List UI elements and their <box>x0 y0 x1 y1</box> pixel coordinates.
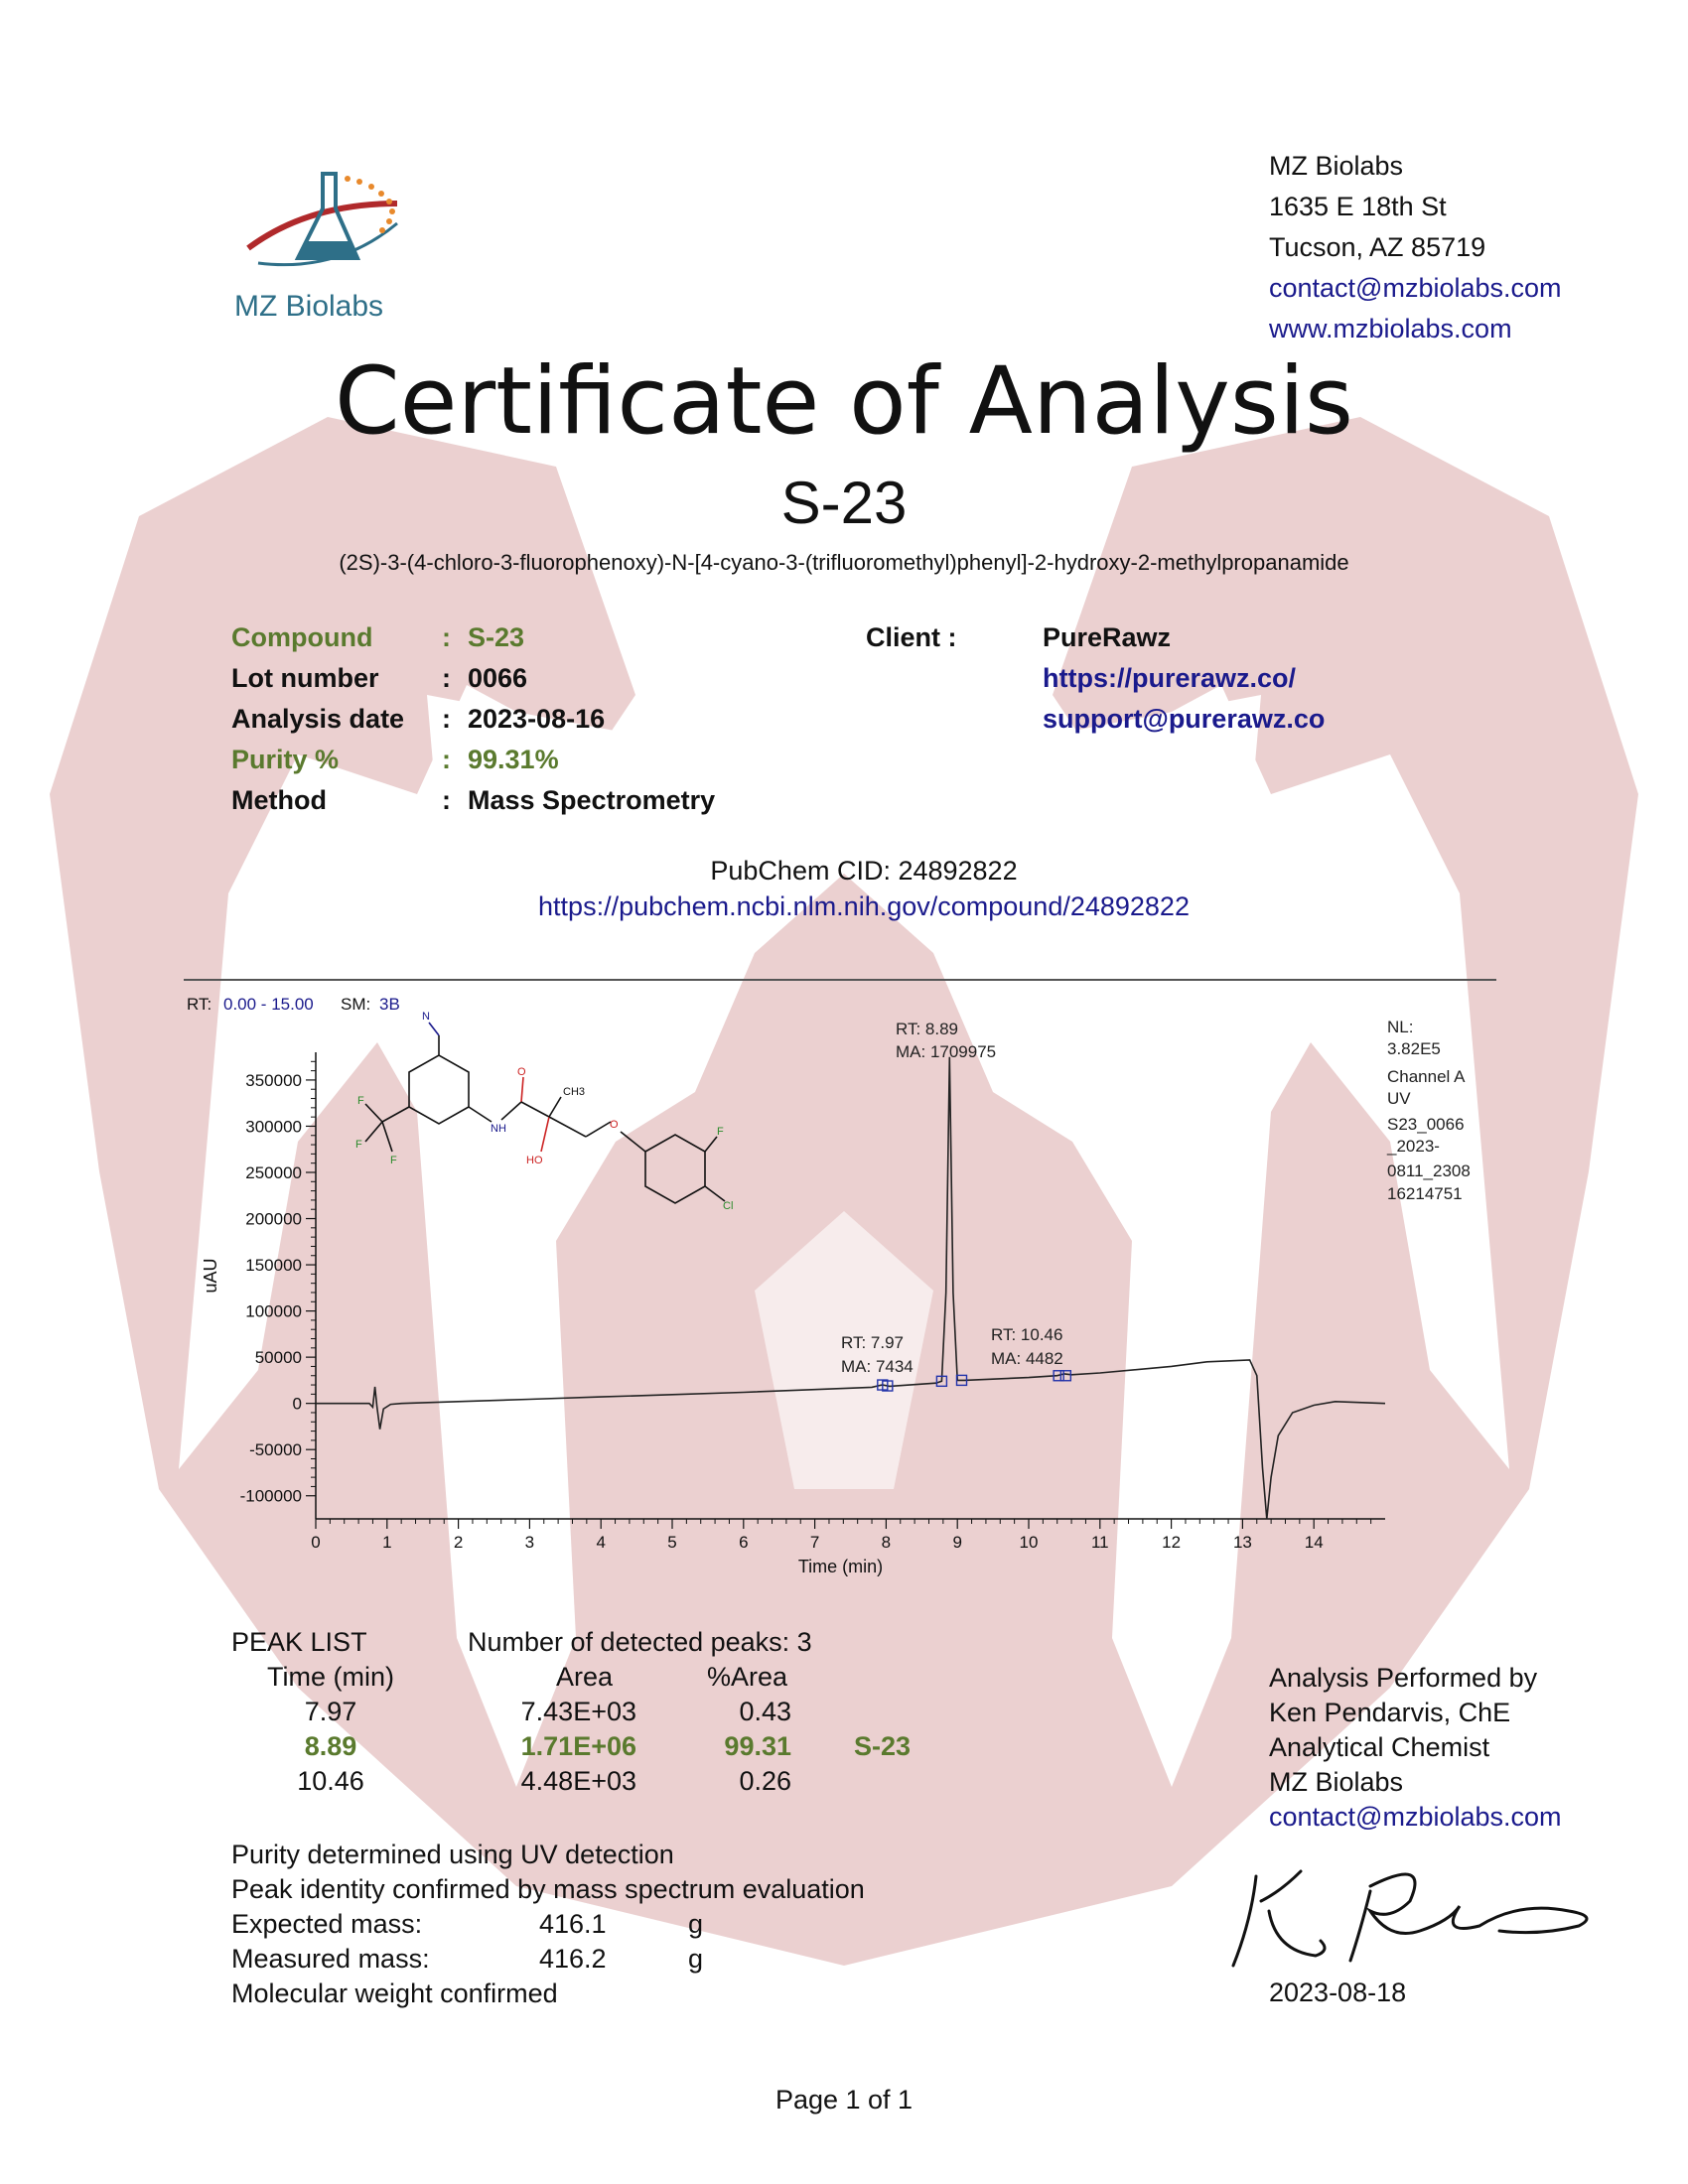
date-value: 2023-08-16 <box>468 704 606 734</box>
row-pct: 0.26 <box>739 1766 791 1796</box>
signature-image <box>1221 1851 1618 1980</box>
peak-1-rt-label: RT: 7.97 <box>841 1333 905 1352</box>
chart-rt-range: 0.00 - 15.00 <box>223 995 314 1014</box>
chart-side-info <box>1386 1018 1471 1203</box>
molecule-structure-image <box>365 1023 725 1203</box>
x-tick-label: 7 <box>809 1533 820 1552</box>
y-tick-label: -100000 <box>239 1486 302 1506</box>
molecule-atom-labels <box>355 1011 733 1212</box>
pubchem-link[interactable]: https://pubchem.ncbi.nlm.nih.gov/compound/24892822 <box>538 891 1190 921</box>
x-tick-label: 4 <box>596 1533 606 1552</box>
row-time: 8.89 <box>304 1731 357 1761</box>
svg-text:F: F <box>357 1095 364 1107</box>
pubchem-cid: PubChem CID: 24892822 <box>710 856 1018 886</box>
peak-2-ma-label: MA: 1709975 <box>896 1042 997 1061</box>
address-line-2: 1635 E 18th St <box>1269 192 1447 221</box>
note-mw-confirmed: Molecular weight confirmed <box>231 1979 558 2008</box>
row-time: 7.97 <box>304 1697 357 1726</box>
table-row <box>231 1764 1006 1799</box>
x-tick-label: 10 <box>1019 1533 1039 1552</box>
y-tick-label: 250000 <box>245 1162 302 1182</box>
y-tick-label: 350000 <box>245 1070 302 1090</box>
col-header-area: Area <box>555 1662 613 1692</box>
x-tick-label: 0 <box>311 1533 321 1552</box>
company-address <box>1269 146 1562 349</box>
chart-x-ticks <box>311 1519 1370 1552</box>
analyst-name: Ken Pendarvis, ChE <box>1269 1698 1511 1727</box>
peak-3-ma-label: MA: 4482 <box>991 1349 1063 1368</box>
expected-mass-value: 416.1 <box>539 1909 607 1939</box>
page-number: Page 1 of 1 <box>774 2085 914 2115</box>
row-area: 1.71E+06 <box>520 1731 636 1761</box>
address-line-3: Tucson, AZ 85719 <box>1269 232 1486 262</box>
date-sep: : <box>442 704 451 734</box>
side-info-7: 16214751 <box>1387 1184 1463 1203</box>
lot-value: 0066 <box>468 663 528 693</box>
svg-text:HO: HO <box>526 1155 543 1166</box>
row-time: 10.46 <box>297 1766 364 1796</box>
row-name <box>791 1695 911 1729</box>
x-tick-label: 9 <box>952 1533 962 1552</box>
row-pct: 0.43 <box>739 1697 791 1726</box>
chart-y-label: uAU <box>201 1258 220 1294</box>
x-tick-label: 2 <box>453 1533 464 1552</box>
compound-label: Compound <box>231 622 373 652</box>
col-header-pct: %Area <box>706 1662 787 1692</box>
sample-info <box>231 617 768 821</box>
compound-sep: : <box>442 622 451 652</box>
svg-text:F: F <box>390 1155 397 1166</box>
svg-text:O: O <box>517 1066 526 1078</box>
measured-mass-unit: g <box>688 1944 704 1974</box>
y-tick-label: -50000 <box>249 1440 302 1460</box>
y-tick-label: 300000 <box>245 1117 302 1137</box>
chart-x-label: Time (min) <box>797 1557 884 1576</box>
measured-mass-label: Measured mass: <box>231 1944 430 1974</box>
client-email-link[interactable]: support@purerawz.co <box>1043 704 1326 734</box>
method-value: Mass Spectrometry <box>468 785 716 815</box>
y-tick-label: 0 <box>292 1394 302 1414</box>
note-mass-spec: Peak identity confirmed by mass spectrum evaluation <box>231 1874 865 1904</box>
svg-text:F: F <box>355 1139 362 1151</box>
x-tick-label: 12 <box>1162 1533 1182 1552</box>
y-tick-label: 200000 <box>245 1209 302 1229</box>
side-info-1: 3.82E5 <box>1387 1039 1441 1058</box>
peak-2-rt-label: RT: 8.89 <box>896 1020 959 1038</box>
logo-text: MZ Biolabs <box>234 290 384 323</box>
chromatogram-trace <box>316 1057 1385 1519</box>
company-website-link[interactable]: www.mzbiolabs.com <box>1269 314 1512 343</box>
chart-rt-label: RT: <box>187 995 212 1014</box>
svg-text:Cl: Cl <box>723 1200 734 1212</box>
expected-mass-label: Expected mass: <box>231 1909 423 1939</box>
iupac-name: (2S)-3-(4-chloro-3-fluorophenoxy)-N-[4-cyano-3-(trifluoromethyl)phenyl]-2-hydroxy-2-methylpropanamide <box>339 550 1349 575</box>
side-info-2: Channel A <box>1387 1067 1466 1086</box>
svg-text:F: F <box>717 1126 724 1138</box>
x-tick-label: 11 <box>1090 1533 1109 1552</box>
x-tick-label: 8 <box>881 1533 892 1552</box>
side-info-0: NL: <box>1387 1018 1414 1036</box>
row-area: 7.43E+03 <box>520 1697 636 1726</box>
row-area: 4.48E+03 <box>520 1766 636 1796</box>
date-label: Analysis date <box>231 704 405 734</box>
client-label: Client : <box>866 622 957 652</box>
compound-value: S-23 <box>468 622 525 652</box>
purity-sep: : <box>442 745 451 774</box>
row-name: S-23 <box>853 1731 911 1761</box>
company-email-link[interactable]: contact@mzbiolabs.com <box>1269 273 1562 303</box>
page-title: Certificate of Analysis <box>335 347 1353 456</box>
x-tick-label: 3 <box>524 1533 535 1552</box>
method-label: Method <box>231 785 327 815</box>
expected-mass-unit: g <box>688 1909 704 1939</box>
y-tick-label: 50000 <box>254 1348 302 1368</box>
flask-logo-icon <box>228 164 417 283</box>
analyst-role: Analytical Chemist <box>1269 1732 1490 1762</box>
side-info-5: _2023- <box>1387 1137 1440 1156</box>
logo <box>228 164 417 323</box>
chart-sm-label: SM: <box>341 995 371 1014</box>
client-info <box>1043 617 1325 740</box>
peak-list-title: PEAK LIST <box>231 1627 367 1657</box>
performed-by: Analysis Performed by <box>1269 1663 1538 1693</box>
divider <box>184 979 1496 981</box>
signature-date: 2023-08-18 <box>1269 1978 1407 2007</box>
side-info-4: S23_0066 <box>1387 1115 1465 1134</box>
measured-mass-value: 416.2 <box>539 1944 607 1974</box>
chart-sm-value: 3B <box>379 995 400 1014</box>
peak-3-rt-label: RT: 10.46 <box>991 1325 1063 1344</box>
svg-text:CH3: CH3 <box>563 1086 586 1098</box>
peak-list <box>231 1625 1006 1799</box>
y-tick-label: 100000 <box>245 1301 302 1321</box>
purity-label: Purity % <box>231 745 340 774</box>
method-sep: : <box>442 785 451 815</box>
purity-value: 99.31% <box>468 745 559 774</box>
svg-text:N: N <box>422 1011 430 1023</box>
peak-1-ma-label: MA: 7434 <box>841 1357 914 1376</box>
x-tick-label: 13 <box>1232 1533 1252 1552</box>
table-row <box>231 1729 1006 1764</box>
lot-label: Lot number <box>231 663 379 693</box>
svg-text:O: O <box>610 1119 619 1131</box>
peak-boundary-marker <box>1060 1371 1070 1381</box>
chart-y-ticks <box>240 1061 316 1505</box>
side-info-3: UV <box>1387 1089 1411 1108</box>
analyst-org: MZ Biolabs <box>1269 1767 1404 1797</box>
svg-text:NH: NH <box>491 1123 506 1135</box>
x-tick-label: 6 <box>739 1533 749 1552</box>
x-tick-label: 14 <box>1304 1533 1324 1552</box>
y-tick-label: 150000 <box>245 1256 302 1276</box>
client-name: PureRawz <box>1043 622 1172 652</box>
col-header-time: Time (min) <box>267 1662 394 1692</box>
analyst-email-link[interactable]: contact@mzbiolabs.com <box>1269 1802 1562 1832</box>
x-tick-label: 5 <box>667 1533 677 1552</box>
row-pct: 99.31 <box>724 1731 791 1761</box>
x-tick-label: 1 <box>382 1533 392 1552</box>
row-name <box>791 1764 911 1799</box>
lot-sep: : <box>442 663 451 693</box>
chromatogram-chart <box>0 983 1688 1618</box>
client-url-link[interactable]: https://purerawz.co/ <box>1043 663 1297 693</box>
address-line-1: MZ Biolabs <box>1269 151 1404 181</box>
note-uv: Purity determined using UV detection <box>231 1840 674 1869</box>
peak-count: Number of detected peaks: 3 <box>468 1627 812 1657</box>
chart-axes <box>316 1052 1385 1519</box>
side-info-6: 0811_2308 <box>1387 1161 1471 1180</box>
compound-title: S-23 <box>780 470 908 536</box>
table-row <box>231 1695 1006 1729</box>
analysis-notes <box>231 1838 926 2011</box>
analyst-info <box>1269 1661 1562 1835</box>
